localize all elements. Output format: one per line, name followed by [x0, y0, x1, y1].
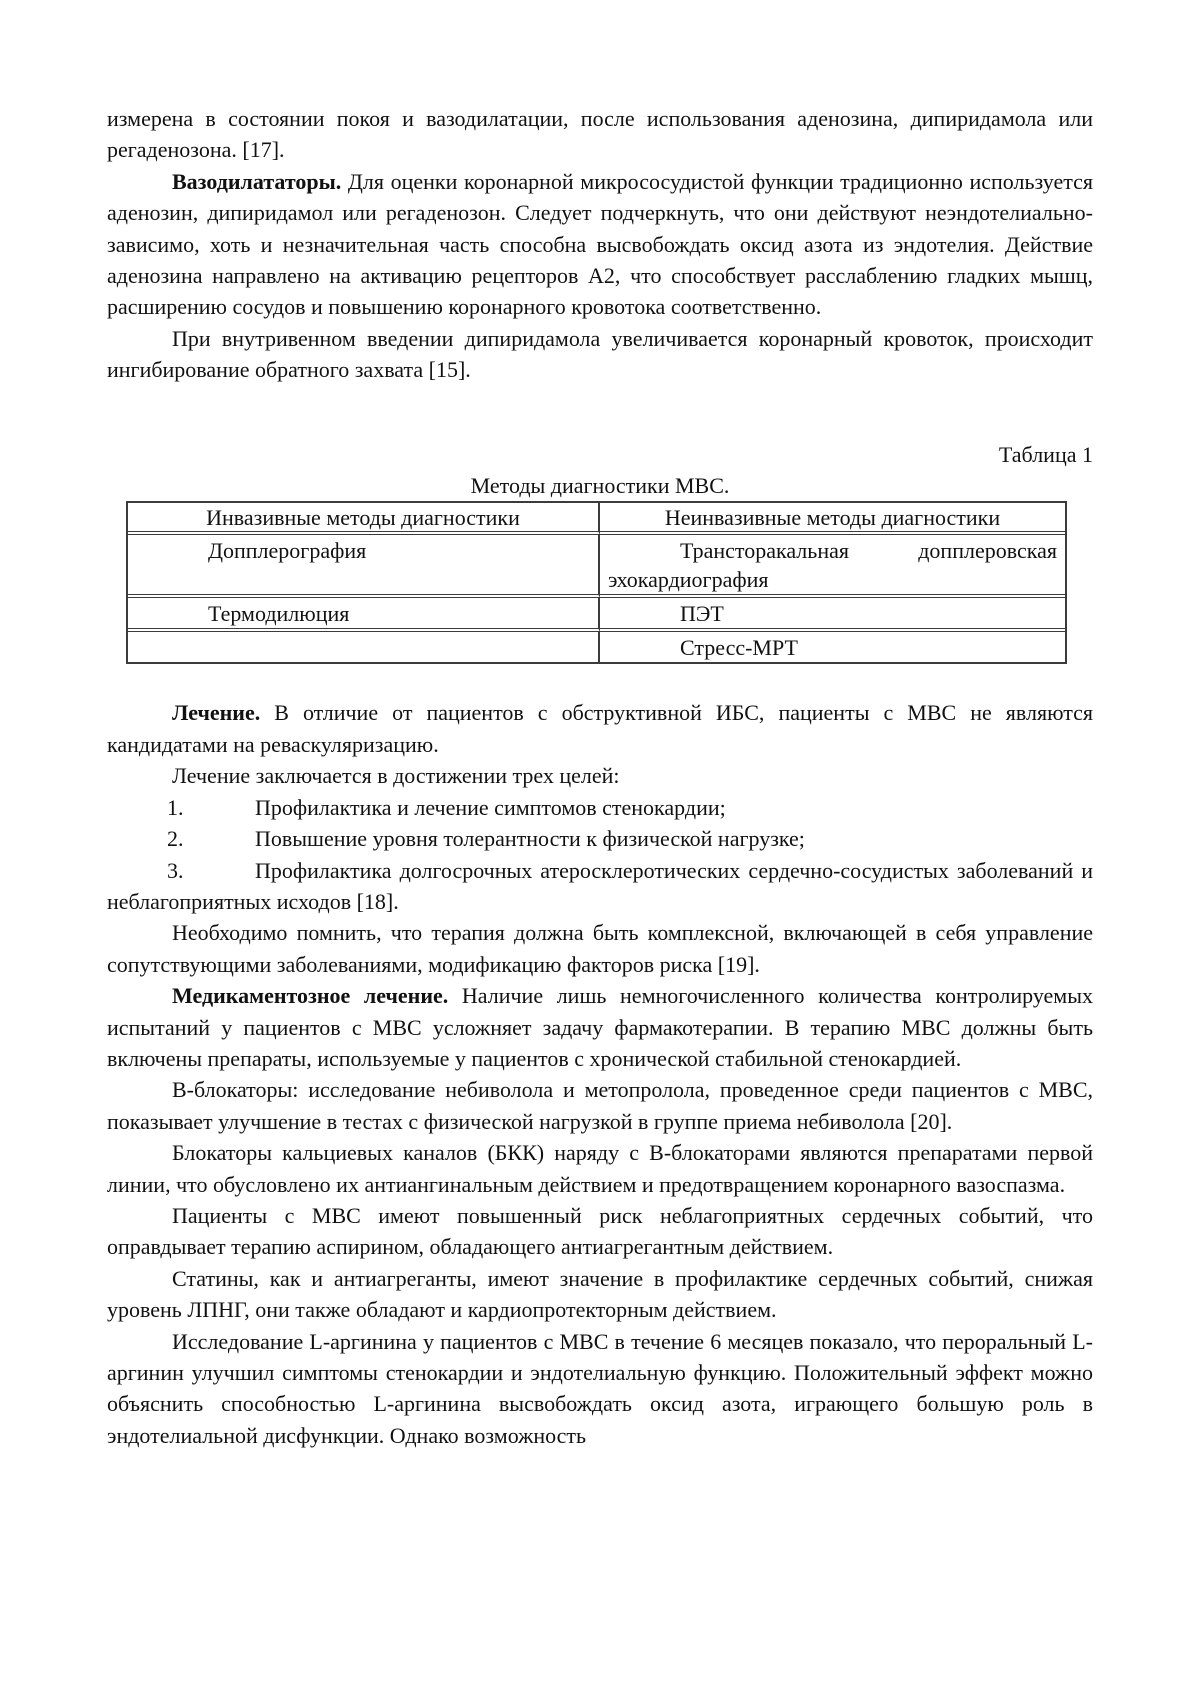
- table-cell-stress-mri: Стресс-МРТ: [680, 635, 798, 661]
- paragraph-calcium-blockers: Блокаторы кальциевых каналов (БКК) наряду с В-блокаторами являются препаратами первой линии, что обусловлено их антиангинальным действием и предотвращением коронарного вазоспазма.: [107, 1140, 1093, 1197]
- paragraph-goals-intro: Лечение заключается в достижении трех целей:: [172, 763, 620, 789]
- bold-lead-treatment: Лечение.: [172, 700, 261, 726]
- table-row: [128, 598, 1065, 632]
- list-number: 3.: [167, 857, 184, 883]
- paragraph-complex-therapy: Необходимо помнить, что терапия должна быть комплексной, включающей в себя управление сопутствующими заболеваниями, модификацию факторов риска [19].: [107, 920, 1093, 977]
- paragraph-dipyridamole: При внутривенном введении дипиридамола увеличивается коронарный кровоток, происходит ингибирование обратного захвата [15].: [107, 325, 1093, 383]
- list-item-3: [107, 855, 1093, 918]
- table-header-noninvasive: Неинвазивные методы диагностики: [600, 503, 1065, 535]
- list-item-text: Профилактика и лечение симптомов стенокардии;: [255, 794, 726, 820]
- bold-lead-drug-treatment: Медикаментозное лечение.: [172, 983, 449, 1009]
- list-item-1: [107, 792, 1093, 823]
- table-cell-thermodilution: Термодилюция: [128, 598, 600, 632]
- list-item-2: [107, 823, 1093, 854]
- table-title: Методы диагностики МВС.: [470, 473, 730, 499]
- diagnostics-table: [126, 501, 1067, 664]
- table-cell-dopplerography: Допплерография: [128, 535, 600, 598]
- paragraph-aspirin: Пациенты с МВС имеют повышенный риск неблагоприятных сердечных событий, что оправдывает терапию аспирином, обладающего антиагрегантным действием.: [107, 1202, 1093, 1260]
- paragraph-text: Наличие лишь немногочисленного количества контролируемых испытаний у пациентов с МВС усложняет задачу фармакотерапии. В терапию МВС должны быть включены препараты, используемые у пациентов с хронической стабильной стенокардией.: [107, 983, 1093, 1071]
- table-caption: Таблица 1: [998, 441, 1093, 467]
- list-item-text: Профилактика долгосрочных атеросклеротических сердечно-сосудистых заболеваний и неблагоприятных исходов [18].: [107, 857, 1093, 914]
- paragraph-drug-treatment: [107, 980, 1093, 1074]
- paragraph-l-arginine: Исследование L-аргинина у пациентов с МВС в течение 6 месяцев показало, что пероральный L-аргинин улучшил симптомы стенокардии и эндотелиальную функцию. Положительный эффект можно объяснить способностью L-аргинина высвобождать оксид азота, играющего большую роль в эндотелиальной дисфункции. Однако возможность: [107, 1328, 1093, 1448]
- paragraph-text: В отличие от пациентов с обструктивной ИБС, пациенты с МВС не являются кандидатами на реваскуляризацию.: [107, 700, 1093, 757]
- table-row: [128, 535, 1065, 598]
- paragraph-statins: Статины, как и антиагреганты, имеют значение в профилактике сердечных событий, снижая уровень ЛПНГ, они также обладают и кардиопротекторным действием.: [107, 1265, 1093, 1323]
- table-cell-transthoracic-echo: Трансторакальная допплеровская эхокардиография: [600, 535, 1065, 598]
- list-number: 2.: [167, 826, 184, 852]
- table-header-row: [128, 503, 1065, 535]
- table-row: [128, 632, 1065, 662]
- paragraph-text: Для оценки коронарной микрососудистой функции традиционно используется аденозин, дипиридамол или регаденозон. Следует подчеркнуть, что они действуют неэндотелиально-зависимо, хоть и незначительная часть способна высвобождать оксид азота из эндотелия. Действие аденозина направлено на активацию рецепторов А2, что способствует расслаблению гладких мышц, расширению сосудов и повышению коронарного кровотока соответственно.: [107, 168, 1093, 320]
- list-item-text: Повышение уровня толерантности к физической нагрузке;: [255, 826, 805, 852]
- table-cell-empty: [128, 632, 600, 662]
- list-number: 1.: [167, 794, 184, 820]
- paragraph-beta-blockers: В-блокаторы: исследование небиволола и метопролола, проведенное среди пациентов с МВС, показывает улучшение в тестах с физической нагрузкой в группе приема небиволола [20].: [107, 1077, 1093, 1134]
- table-cell-pet: ПЭТ: [600, 598, 1065, 632]
- table-header-invasive: Инвазивные методы диагностики: [128, 503, 600, 535]
- paragraph-continuation: измерена в состоянии покоя и вазодилатации, после использования аденозина, дипиридамола или регаденозона. [17].: [107, 106, 1093, 163]
- paragraph-vasodilators: [107, 166, 1093, 323]
- paragraph-treatment: [107, 697, 1093, 760]
- bold-lead-vasodilators: Вазодилататоры.: [172, 168, 342, 194]
